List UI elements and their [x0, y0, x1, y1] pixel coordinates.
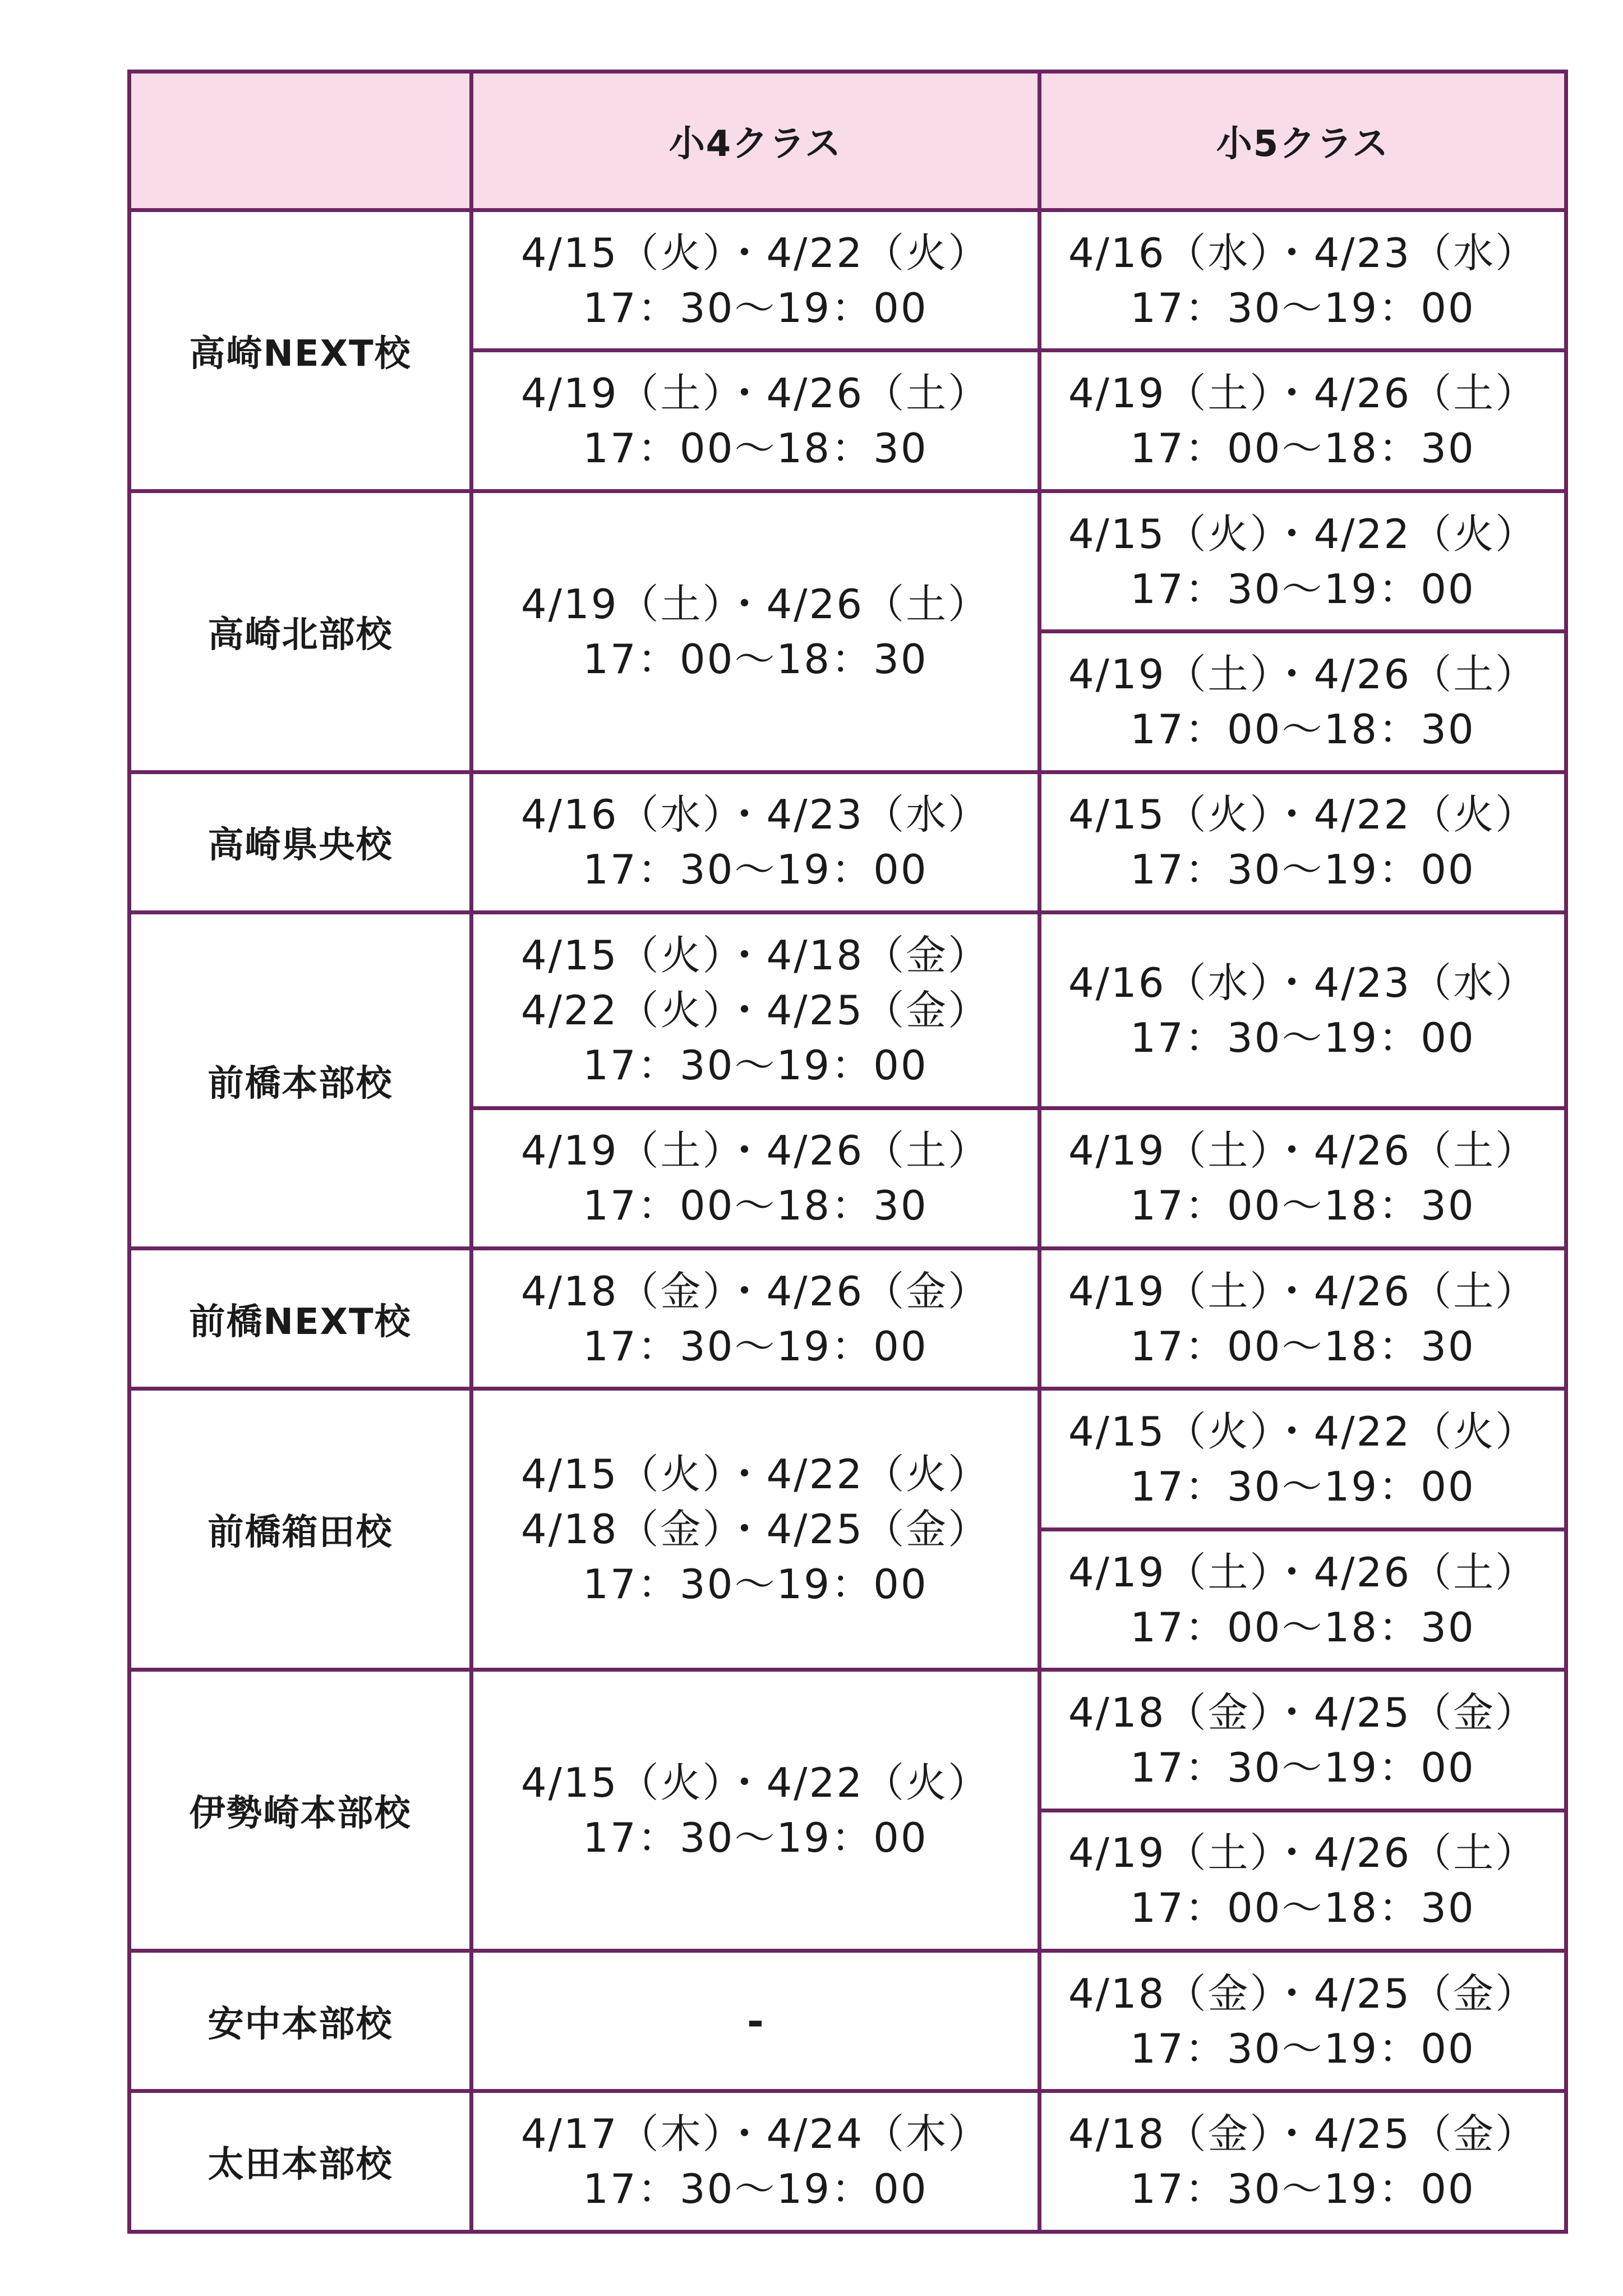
table-row [130, 2091, 1566, 2232]
slot-time: 17：30〜19：00 [1130, 2165, 1476, 2213]
slot-dates: 4/15（火）・4/22（火） [1068, 510, 1538, 558]
slot-dates: 4/15（火）・4/22（火） [1068, 791, 1538, 839]
grade5-slot [1040, 1389, 1566, 1529]
slot-dates: 4/16（水）・4/23（水） [520, 791, 990, 839]
slot-time: 17：00〜18：30 [1130, 425, 1476, 472]
grade4-slot [472, 2091, 1040, 2232]
grade4-slot [472, 210, 1040, 351]
slot-time: 17：30〜19：00 [583, 1814, 928, 1862]
grade4-slot [472, 913, 1040, 1108]
grade5-slot [1040, 1249, 1566, 1389]
slot-dates: 4/15（火）・4/18（金） [520, 931, 990, 979]
schedule-table [127, 70, 1568, 2234]
grade5-slot [1040, 351, 1566, 491]
school-name: 太田本部校 [130, 2091, 472, 2232]
grade5-slot [1040, 1810, 1566, 1950]
grade4-slot [472, 772, 1040, 912]
slot-time: 17：00〜18：30 [1130, 1884, 1476, 1932]
grade5-slot [1040, 913, 1566, 1108]
table-row [130, 913, 1566, 1108]
school-name: 前橋NEXT校 [130, 1249, 472, 1389]
slot-time: 17：30〜19：00 [583, 846, 928, 894]
table-row [130, 1670, 1566, 1810]
grade4-slot [472, 1249, 1040, 1389]
school-name: 高崎NEXT校 [130, 210, 472, 491]
slot-time: 17：30〜19：00 [1130, 1743, 1476, 1791]
slot-dates: 4/17（木）・4/24（木） [520, 2110, 990, 2158]
school-name: 前橋箱田校 [130, 1389, 472, 1670]
grade5-slot [1040, 632, 1566, 772]
header-grade5: 小5クラス [1040, 72, 1566, 210]
header-corner [130, 72, 472, 210]
school-name: 前橋本部校 [130, 913, 472, 1249]
table-row [130, 491, 1566, 631]
slot-dates: 4/15（火）・4/22（火） [520, 1759, 990, 1807]
slot-time: 17：00〜18：30 [583, 1182, 928, 1230]
slot-time: 17：00〜18：30 [1130, 1603, 1476, 1651]
slot-dates: 4/16（水）・4/23（水） [1068, 959, 1538, 1006]
no-class-dash: - [472, 1951, 1040, 2091]
slot-time: 17：30〜19：00 [583, 284, 928, 332]
slot-time: 17：30〜19：00 [583, 1561, 928, 1608]
school-name: 高崎北部校 [130, 491, 472, 772]
grade5-slot [1040, 2091, 1566, 2232]
slot-dates: 4/19（土）・4/26（土） [520, 370, 990, 417]
slot-time: 17：30〜19：00 [583, 2165, 928, 2213]
school-name: 高崎県央校 [130, 772, 472, 912]
slot-dates: 4/19（土）・4/26（土） [1068, 1127, 1538, 1175]
header-row [130, 72, 1566, 210]
slot-dates: 4/19（土）・4/26（土） [1068, 1829, 1538, 1877]
grade5-slot [1040, 1108, 1566, 1248]
slot-time: 17：30〜19：00 [1130, 1463, 1476, 1511]
table-row [130, 1389, 1566, 1529]
slot-time: 17：30〜19：00 [1130, 565, 1476, 613]
slot-time: 17：30〜19：00 [1130, 1014, 1476, 1061]
grade4-slot [472, 1108, 1040, 1248]
slot-dates: 4/15（火）・4/22（火） [1068, 1408, 1538, 1456]
table-row [130, 210, 1566, 351]
slot-time: 17：00〜18：30 [583, 635, 928, 683]
slot-time: 17：00〜18：30 [1130, 1322, 1476, 1370]
slot-dates: 4/18（金）・4/26（金） [520, 1267, 990, 1315]
slot-dates: 4/22（火）・4/25（金） [520, 986, 990, 1034]
slot-dates: 4/18（金）・4/25（金） [1068, 1970, 1538, 2017]
slot-dates: 4/19（土）・4/26（土） [1068, 650, 1538, 698]
table-row [130, 1951, 1566, 2091]
grade5-slot [1040, 491, 1566, 631]
grade5-slot [1040, 1670, 1566, 1810]
table-row [130, 1249, 1566, 1389]
school-name: 安中本部校 [130, 1951, 472, 2091]
school-name: 伊勢崎本部校 [130, 1670, 472, 1951]
slot-time: 17：00〜18：30 [1130, 705, 1476, 753]
grade4-slot [472, 491, 1040, 772]
slot-dates: 4/19（土）・4/26（土） [1068, 370, 1538, 417]
slot-dates: 4/19（土）・4/26（土） [1068, 1548, 1538, 1596]
header-grade4: 小4クラス [472, 72, 1040, 210]
table-row [130, 772, 1566, 912]
grade4-slot [472, 1389, 1040, 1670]
slot-time: 17：00〜18：30 [1130, 1182, 1476, 1230]
slot-dates: 4/16（水）・4/23（水） [1068, 229, 1538, 277]
grade5-slot [1040, 772, 1566, 912]
slot-time: 17：30〜19：00 [583, 1322, 928, 1370]
slot-time: 17：30〜19：00 [583, 1041, 928, 1089]
slot-dates: 4/19（土）・4/26（土） [1068, 1267, 1538, 1315]
slot-time: 17：30〜19：00 [1130, 284, 1476, 332]
slot-dates: 4/19（土）・4/26（土） [520, 580, 990, 628]
slot-time: 17：30〜19：00 [1130, 846, 1476, 894]
grade4-slot [472, 1670, 1040, 1951]
slot-time: 17：00〜18：30 [583, 425, 928, 472]
slot-dates: 4/18（金）・4/25（金） [520, 1506, 990, 1553]
slot-dates: 4/18（金）・4/25（金） [1068, 2110, 1538, 2158]
slot-dates: 4/15（火）・4/22（火） [520, 229, 990, 277]
grade5-slot [1040, 1529, 1566, 1669]
grade4-slot [472, 351, 1040, 491]
slot-dates: 4/18（金）・4/25（金） [1068, 1688, 1538, 1736]
slot-dates: 4/15（火）・4/22（火） [520, 1451, 990, 1498]
grade5-slot [1040, 1951, 1566, 2091]
slot-time: 17：30〜19：00 [1130, 2024, 1476, 2072]
grade5-slot [1040, 210, 1566, 351]
slot-dates: 4/19（土）・4/26（土） [520, 1127, 990, 1175]
